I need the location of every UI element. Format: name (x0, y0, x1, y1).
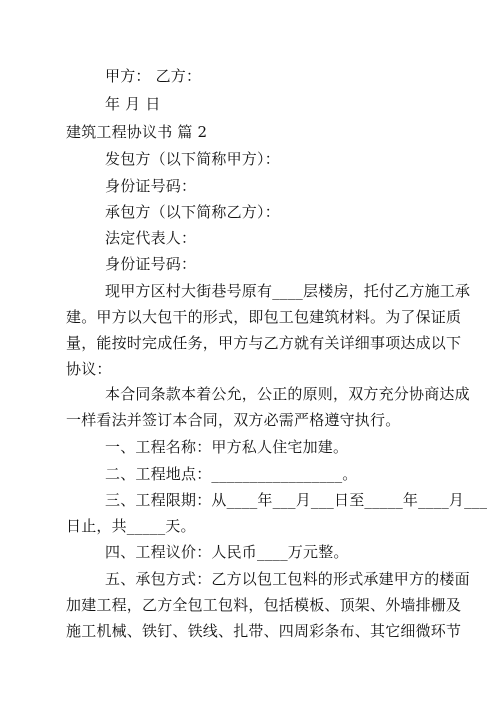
id-number-label: 身份证号码： (105, 177, 197, 195)
clause-contract-method-cont: 加建工程，乙方全包工包料，包括模板、顶架、外墙排栅及 (66, 596, 462, 614)
clause-contract-method: 五、承包方式：乙方以包工包料的形式承建甲方的楼面 (105, 570, 470, 588)
clause-project-price: 四、工程议价：人民币____万元整。 (105, 543, 349, 561)
date-line: 年 月 日 (105, 95, 161, 113)
clause-contract-method-cont: 施工机械、铁钉、铁线、扎带、四周彩条布、其它细微环节 (66, 622, 462, 640)
paragraph-line: 量，能按时完成任务，甲方与乙方就有关详细事项达成以下 (66, 334, 462, 352)
clause-project-location: 二、工程地点：_________________。 (105, 465, 358, 483)
paragraph-line: 建。甲方以大包干的形式，即包工包建筑材料。为了保证质 (66, 308, 462, 326)
paragraph-line: 协议： (66, 360, 112, 378)
clause-project-name: 一、工程名称：甲方私人住宅加建。 (105, 438, 349, 456)
clause-project-period-cont: 日止，共_____天。 (66, 517, 196, 535)
paragraph-line: 本合同条款本着公允，公正的原则，双方充分协商达成 (105, 385, 470, 403)
paragraph-line: 一样看法并签订本合同，双方必需严格遵守执行。 (66, 411, 401, 429)
id-number-label-2: 身份证号码： (105, 255, 197, 273)
doc-title: 建筑工程协议书 篇 2 (66, 123, 208, 141)
paragraph-line: 现甲方区村大街巷号原有____层楼房，托付乙方施工承 (105, 282, 471, 300)
legal-rep-label: 法定代表人： (105, 229, 197, 247)
party-line: 甲方： 乙方： (105, 67, 202, 85)
contractor-label: 发包方（以下简称甲方）： (105, 150, 280, 168)
subcontractor-label: 承包方（以下简称乙方）： (105, 203, 280, 221)
clause-project-period: 三、工程限期：从____年___月___日至_____年____月___ (105, 491, 488, 509)
